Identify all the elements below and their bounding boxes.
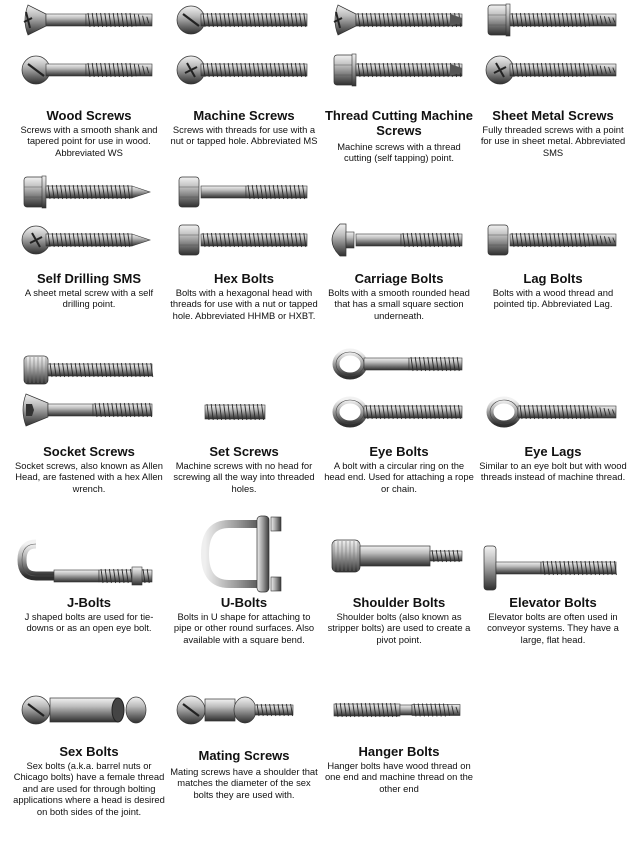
fastener-title: U-Bolts	[220, 595, 268, 610]
fastener-description: A bolt with a circular ring on the head end. Used for attaching a rope or chain.	[324, 460, 474, 494]
fastener-j-bolts	[10, 510, 168, 680]
fastener-mating-screws	[165, 680, 323, 850]
fastener-title: Thread Cutting Machine Screws	[324, 108, 474, 138]
fastener-eye-lags	[474, 340, 632, 510]
fastener-hanger-bolts	[320, 680, 478, 850]
fastener-title: Shoulder Bolts	[352, 595, 446, 610]
fastener-title: Machine Screws	[193, 108, 295, 123]
fastener-description: Machine screws with a thread cutting (self tapping) point.	[337, 141, 461, 164]
fastener-socket-screws	[10, 340, 168, 510]
fastener-description: Screws with threads for use with a nut or tapped hole. Abbreviated MS	[170, 124, 318, 147]
set-screw-icon	[165, 340, 323, 440]
fastener-carriage-bolts	[320, 170, 478, 340]
fastener-description: Similar to an eye bolt but with wood threads instead of machine thread.	[479, 460, 627, 483]
fastener-wood-screws	[10, 0, 168, 170]
carriage-bolt-icon	[320, 170, 478, 270]
fastener-hex-bolts	[165, 170, 323, 340]
fastener-title: Set Screws	[209, 444, 279, 459]
fastener-title: Eye Lags	[524, 444, 582, 459]
fastener-title: Wood Screws	[46, 108, 132, 123]
fastener-lag-bolts	[474, 170, 632, 340]
fastener-description: Hanger bolts have wood thread on one end and machine thread on the other end	[324, 760, 474, 794]
fastener-self-drilling-sms	[10, 170, 168, 340]
fastener-description: Elevator bolts are often used in conveyor systems. They have a large, flat head.	[487, 611, 619, 645]
fastener-sheet-metal-screws	[474, 0, 632, 170]
fastener-title: Self Drilling SMS	[36, 271, 141, 286]
fastener-description: Socket screws, also known as Allen Head, are fastened with a hex Allen wrench.	[15, 460, 163, 494]
fastener-description: J shaped bolts are used for tie-downs or as an open eye bolt.	[24, 611, 154, 634]
eye-lag-icon	[474, 340, 632, 440]
hex-bolt-icon	[165, 170, 323, 270]
fastener-shoulder-bolts	[320, 510, 478, 680]
fastener-description: Shoulder bolts (also known as stripper bolts) are used to create a pivot point.	[327, 611, 471, 645]
fastener-title: Elevator Bolts	[509, 595, 597, 610]
self-drilling-screw-icon	[10, 170, 168, 270]
fastener-description: Sex bolts (a.k.a. barrel nuts or Chicago bolts) have a female thread and are used for through bolting applications where a head is desired on both sides of the joint.	[13, 760, 165, 817]
fastener-title: Lag Bolts	[523, 271, 583, 286]
fastener-title: Mating Screws	[198, 748, 290, 763]
thread-cutting-screw-icon	[320, 0, 478, 100]
fastener-eye-bolts	[320, 340, 478, 510]
hanger-bolt-icon	[320, 680, 478, 740]
fastener-title: Eye Bolts	[369, 444, 429, 459]
fastener-description: Mating screws have a shoulder that matches the diameter of the sex bolts they are used with.	[170, 766, 318, 800]
eye-bolt-icon	[320, 340, 478, 440]
sheet-metal-screw-icon	[474, 0, 632, 100]
fastener-title: Carriage Bolts	[354, 271, 444, 286]
fastener-title: Sheet Metal Screws	[492, 108, 614, 123]
fastener-machine-screws	[165, 0, 323, 170]
machine-screw-icon	[165, 0, 323, 100]
fastener-title: J-Bolts	[66, 595, 112, 610]
lag-bolt-icon	[474, 170, 632, 270]
sex-bolt-icon	[10, 680, 168, 740]
fastener-title: Sex Bolts	[59, 744, 119, 759]
socket-screw-icon	[10, 340, 168, 440]
fastener-description: Bolts with a smooth rounded head that has a small square section underneath.	[328, 287, 470, 321]
fastener-description: Screws with a smooth shank and tapered point for use in wood. Abbreviated WS	[20, 124, 158, 158]
fastener-sex-bolts	[10, 680, 168, 850]
fastener-elevator-bolts	[474, 510, 632, 680]
fastener-u-bolts	[165, 510, 323, 680]
fastener-title: Hex Bolts	[214, 271, 274, 286]
wood-screw-icon	[10, 0, 168, 100]
fastener-title: Socket Screws	[43, 444, 135, 459]
fastener-thread-cutting-machine-screws	[320, 0, 478, 170]
fastener-description: Bolts in U shape for attaching to pipe or other round surfaces. Also available with a square bend.	[173, 611, 315, 645]
fastener-description: Bolts with a hexagonal head with threads for use with a nut or tapped hole. Abbreviated HHMB or HXBT.	[170, 287, 318, 321]
fastener-title: Hanger Bolts	[358, 744, 440, 759]
mating-screw-icon	[165, 680, 323, 740]
fastener-description: Fully threaded screws with a point for use in sheet metal. Abbreviated SMS	[480, 124, 626, 158]
fastener-description: Machine screws with no head for screwing all the way into threaded holes.	[173, 460, 315, 494]
fastener-description: A sheet metal screw with a self drilling point.	[24, 287, 154, 310]
fastener-description: Bolts with a wood thread and pointed tip. Abbreviated Lag.	[492, 287, 614, 310]
fastener-set-screws	[165, 340, 323, 510]
